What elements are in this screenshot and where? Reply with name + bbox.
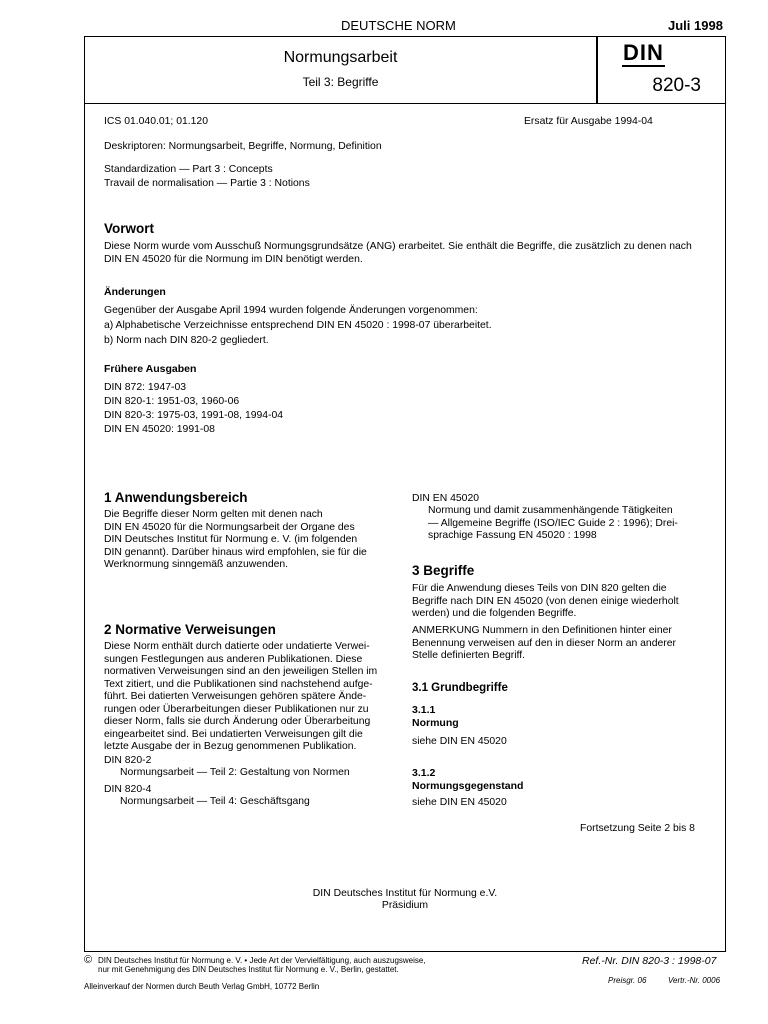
- section-3-body: [412, 583, 708, 621]
- body-line: Diese Norm enthält durch datierte oder undatierte Verwei-: [104, 641, 370, 652]
- body-line: Text zitiert, und die Publikationen sind nachstehend aufge-: [104, 678, 373, 690]
- body-line: Werknormung sinngemäß anzuwenden.: [104, 559, 289, 570]
- term-number: 3.1.2: [412, 767, 436, 779]
- body-line: rungen oder Überarbeitungen dieser Publikationen nur zu: [104, 703, 369, 715]
- standard-number: 820-3: [652, 75, 701, 96]
- title-block: [84, 36, 726, 104]
- body-line: DIN EN 45020 für die Normungsarbeit der Organe des: [104, 521, 355, 533]
- aenderungen-heading: Änderungen: [104, 286, 166, 298]
- continuation-note: Fortsetzung Seite 2 bis 8: [580, 823, 695, 834]
- section-2-heading: 2 Normative Verweisungen: [104, 622, 276, 637]
- document-subtitle: Teil 3: Begriffe: [302, 75, 379, 89]
- vorwort-heading: Vorwort: [104, 221, 154, 236]
- section-3-note: [412, 625, 708, 663]
- reference-number: Ref.-Nr. DIN 820-3 : 1998-07: [582, 955, 717, 967]
- section-3-heading: 3 Begriffe: [412, 563, 475, 578]
- term-name: Normungsgegenstand: [412, 780, 524, 792]
- body-line: Normung und damit zusammenhängende Tätigkeiten: [428, 505, 673, 516]
- copyright-icon: ©: [84, 954, 93, 966]
- edition-item: DIN 872: 1947-03: [104, 382, 187, 393]
- ics-code: ICS 01.040.01; 01.120: [104, 116, 208, 127]
- section-2-body: [104, 641, 398, 754]
- fruehere-heading: Frühere Ausgaben: [104, 363, 197, 375]
- title-french: Travail de normalisation — Partie 3 : Notions: [104, 178, 310, 189]
- reference-id: DIN 820-2: [104, 755, 152, 766]
- edition-item: DIN 820-1: 1951-03, 1960-06: [104, 396, 240, 407]
- body-line: letzte Ausgabe der in Bezug genommenen Publikation.: [104, 741, 357, 752]
- body-line: Begriffe nach DIN EN 45020 (von denen einige wiederholt: [412, 595, 679, 607]
- body-line: normativen Verweisungen sind an den jeweiligen Stellen im: [104, 666, 378, 677]
- edition-item: DIN 820-3: 1975-03, 1991-08, 1994-04: [104, 410, 284, 421]
- vorwort-text: Diese Norm wurde vom Ausschuß Normungsgrundsätze (ANG) erarbeitet. Sie enthält die Begriffe, die zusätzlich zu denen nach DIN EN 45020 für die Normung im DIN benötigt werden.: [104, 241, 692, 265]
- aenderungen-intro: Gegenüber der Ausgabe April 1994 wurden folgende Änderungen vorgenommen:: [104, 305, 478, 316]
- edition-item: DIN EN 45020: 1991-08: [104, 424, 215, 435]
- body-line: dieser Norm, falls sie durch Änderung oder Überarbeitung: [104, 716, 371, 727]
- term-definition: siehe DIN EN 45020: [412, 797, 507, 808]
- sales-number: Vertr.-Nr. 0006: [668, 976, 721, 985]
- norm-label: DEUTSCHE NORM: [341, 18, 456, 33]
- copyright-text: nur mit Genehmigung des DIN Deutsches Institut für Normung e. V., Berlin, gestattet.: [98, 965, 399, 974]
- body-line: sprachige Fassung EN 45020 : 1998: [428, 530, 597, 541]
- body-line: Die Begriffe dieser Norm gelten mit denen nach: [104, 509, 323, 520]
- body-line: Für die Anwendung dieses Teils von DIN 820 gelten die: [412, 583, 667, 594]
- document-title: Normungsarbeit: [283, 49, 398, 66]
- title-divider: [596, 37, 598, 103]
- reference-title: Normungsarbeit — Teil 4: Geschäftsgang: [120, 796, 310, 807]
- body-line: Benennung verweisen auf den in dieser Norm an anderer: [412, 637, 676, 649]
- section-1-body: [104, 509, 398, 572]
- section-1-heading: 1 Anwendungsbereich: [104, 490, 248, 505]
- term-number: 3.1.1: [412, 704, 436, 716]
- title-english: Standardization — Part 3 : Concepts: [104, 164, 273, 175]
- body-line: — Allgemeine Begriffe (ISO/IEC Guide 2 : 1996); Drei-: [428, 517, 678, 529]
- descriptors: Deskriptoren: Normungsarbeit, Begriffe, Normung, Definition: [104, 141, 382, 152]
- replacement-note: Ersatz für Ausgabe 1994-04: [524, 116, 653, 127]
- term-name: Normung: [412, 717, 459, 729]
- din-logo: DIN: [623, 40, 664, 65]
- reference-id: DIN EN 45020: [412, 493, 479, 504]
- body-line: sungen Festlegungen aus anderen Publikationen. Diese: [104, 653, 363, 665]
- body-line: werden) und die folgenden Begriffe.: [412, 608, 577, 619]
- publisher-board: Präsidium: [381, 900, 429, 911]
- reference-id: DIN 820-4: [104, 784, 152, 795]
- aenderungen-item: b) Norm nach DIN 820-2 gegliedert.: [104, 335, 269, 346]
- body-line: eingearbeitet sind. Bei undatierten Verweisungen gilt die: [104, 728, 363, 740]
- body-line: ANMERKUNG Nummern in den Definitionen hinter einer: [412, 625, 672, 636]
- body-line: DIN genannt). Darüber hinaus wird empfohlen, sie für die: [104, 546, 367, 558]
- subsection-heading: 3.1 Grundbegriffe: [412, 682, 508, 694]
- reference-title: Normungsarbeit — Teil 2: Gestaltung von Normen: [120, 767, 350, 778]
- term-definition: siehe DIN EN 45020: [412, 736, 507, 747]
- body-line: Stelle definierten Begriff.: [412, 650, 526, 661]
- reference-title: [428, 505, 708, 543]
- copyright-text: DIN Deutsches Institut für Normung e. V. • Jede Art der Vervielfältigung, auch auszugsweise,: [98, 956, 426, 965]
- aenderungen-item: a) Alphabetische Verzeichnisse entsprechend DIN EN 45020 : 1998-07 überarbeitet.: [104, 320, 492, 331]
- publication-date: Juli 1998: [668, 18, 723, 33]
- body-line: DIN Deutsches Institut für Normung e. V. (im folgenden: [104, 534, 358, 545]
- price-group: Preisgr. 06: [608, 976, 647, 985]
- publisher-name: DIN Deutsches Institut für Normung e.V.: [312, 888, 498, 899]
- sales-note: Alleinverkauf der Normen durch Beuth Verlag GmbH, 10772 Berlin: [84, 982, 320, 991]
- body-line: führt. Bei datierten Verweisungen gehören spätere Ände-: [104, 691, 367, 702]
